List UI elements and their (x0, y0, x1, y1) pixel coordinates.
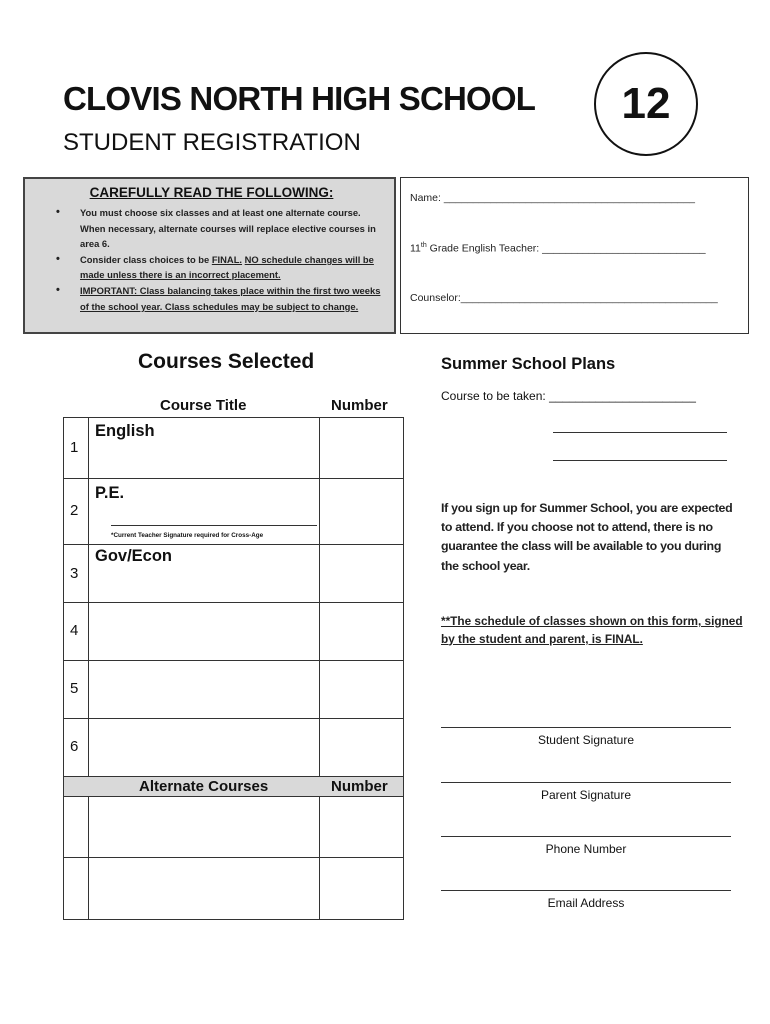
instruction-text-underlined: NO schedule changes will be made unless there is an incorrect placement. (80, 253, 374, 281)
row-divider (64, 857, 403, 858)
signature-line (441, 782, 731, 783)
grade-number: 11 (410, 242, 421, 255)
course-title: Gov/Econ (95, 547, 173, 565)
instructions-box (23, 177, 396, 334)
grade-badge: 12 (594, 52, 698, 156)
row-number: 5 (70, 680, 79, 697)
signature-line (441, 727, 731, 728)
student-signature-block[interactable] (441, 727, 731, 747)
email-address-label: Email Address (547, 896, 625, 910)
final-emphasis: FINAL. (211, 253, 243, 265)
summer-course-blank[interactable] (553, 460, 727, 461)
school-title: CLOVIS NORTH HIGH SCHOOL (63, 80, 536, 117)
email-address-block[interactable] (441, 890, 731, 910)
instructions-heading: CAREFULLY READ THE FOLLOWING: (89, 185, 334, 200)
student-signature-label: Student Signature (537, 733, 635, 747)
summer-course-blank[interactable] (553, 432, 727, 433)
summer-course-field[interactable]: Course to be taken: ______________________ (441, 389, 696, 403)
teacher-label: Grade English Teacher: ____________________________ (426, 242, 706, 255)
row-number: 1 (70, 439, 79, 456)
row-number: 6 (70, 738, 79, 755)
parent-signature-label: Parent Signature (540, 788, 632, 802)
alternate-courses-header: Alternate Courses (139, 778, 269, 795)
row-number: 2 (70, 502, 79, 519)
form-subtitle: STUDENT REGISTRATION (63, 129, 361, 156)
phone-number-label: Phone Number (545, 842, 627, 856)
name-field[interactable]: Name: ___________________________________________ (410, 192, 695, 204)
row-divider (64, 478, 403, 479)
counselor-field[interactable]: Counselor:____________________________________________ (410, 292, 718, 304)
phone-number-block[interactable] (441, 836, 731, 856)
teacher-signature-line[interactable] (111, 525, 317, 526)
instruction-item: • You must choose six classes and at least one alternate course. When necessary, alternate courses will replace elective courses in area 6. (41, 205, 382, 252)
course-title: P.E. (95, 484, 125, 502)
row-number: 3 (70, 565, 79, 582)
teacher-signature-note: *Current Teacher Signature required for Cross-Age (111, 532, 264, 539)
row-divider (64, 718, 403, 719)
instruction-item (41, 252, 382, 283)
courses-table (63, 417, 404, 920)
summer-school-heading: Summer School Plans (441, 355, 616, 373)
alternate-number-header: Number (331, 778, 388, 795)
course-title-header: Course Title (160, 397, 247, 414)
summer-school-warning: If you sign up for Summer School, you are expected to attend. If you choose not to attend, there is no guarantee the class will be available to you during the school year. (441, 501, 733, 573)
row-number: 4 (70, 622, 79, 639)
ordinal-suffix: th (420, 242, 427, 249)
row-divider (64, 660, 403, 661)
column-divider (88, 418, 89, 919)
instruction-text: Consider class choices to be (80, 253, 212, 265)
number-header: Number (331, 397, 388, 414)
instruction-item: • IMPORTANT: Class balancing takes place within the first two weeks of the school year. Class schedules may be subject to change. (41, 283, 382, 314)
instructions-list (41, 205, 382, 314)
final-schedule-note: **The schedule of classes shown on this form, signed by the student and parent, is FINAL. (441, 614, 743, 646)
column-divider (319, 418, 320, 919)
courses-heading: Courses Selected (138, 350, 315, 373)
signature-line (441, 890, 731, 891)
course-title: English (95, 422, 155, 440)
signature-line (441, 836, 731, 837)
student-info-box (400, 177, 749, 334)
english-teacher-field[interactable] (410, 242, 706, 255)
row-divider (64, 544, 403, 545)
row-divider (64, 602, 403, 603)
parent-signature-block[interactable] (441, 782, 731, 802)
